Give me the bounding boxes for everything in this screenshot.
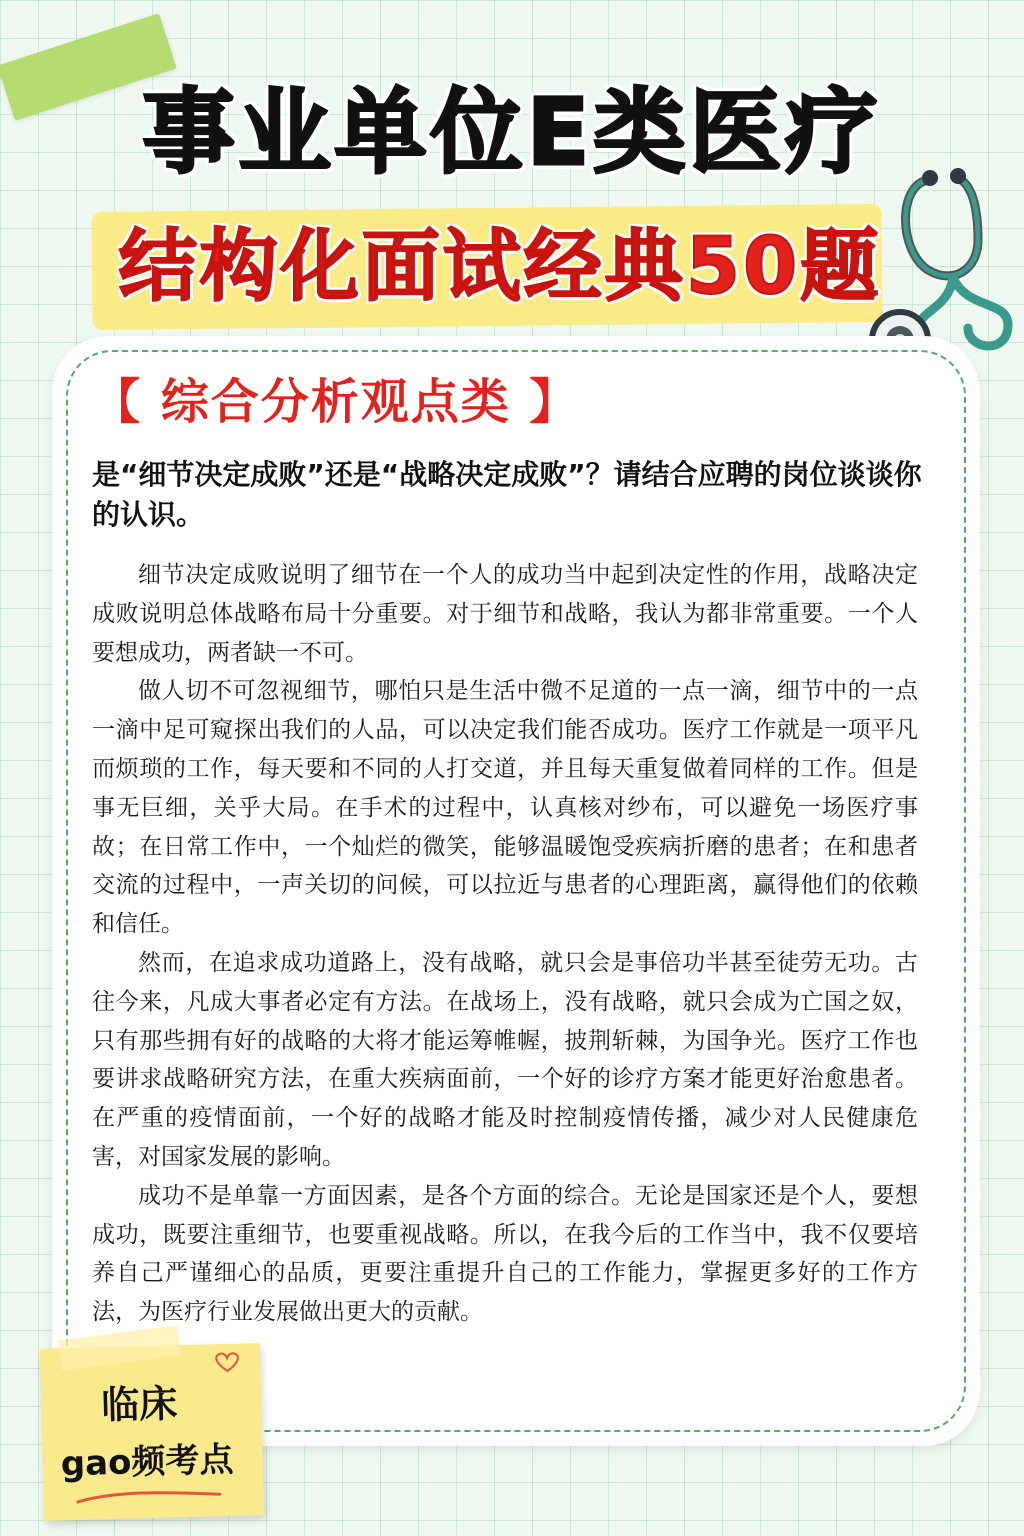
sticky-label-line1: 临床 — [100, 1381, 178, 1428]
page-title: 事业单位E类医疗 — [142, 79, 882, 186]
answer-paragraph: 做人切不可忽视细节，哪怕只是生活中微不足道的一点一滴，细节中的一点一滴中足可窥探出我们的人品，可以决定我们能否成功。医疗工作就是一项平凡而烦琐的工作，每天要和不同的人打交道，并且每天重复做着同样的工作。但是事无巨细，关乎大局。在手术的过程中，认真核对纱布，可以避免一场医疗事故；在日常工作中，一个灿烂的微笑，能够温暖饱受疾病折磨的患者；在和患者交流的过程中，一声关切的问候，可以拉近与患者的心理距离，赢得他们的依赖和信任。 — [92, 678, 918, 938]
answer-paragraph: 然而，在追求成功道路上，没有战略，就只会是事倍功半甚至徒劳无功。古往今来，凡成大事者必定有方法。在战场上，没有战略，就只会成为亡国之奴，只有那些拥有好的战略的大将才能运筹帷幄，披荆斩棘，为国争光。医疗工作也要讲求战略研究方法，在重大疾病面前，一个好的诊疗方案才能更好治愈患者。在严重的疫情面前，一个好的战略才能及时控制疫情传播，减少对人民健康危害，对国家发展的影响。 — [92, 949, 918, 1170]
underline-scribble — [73, 1484, 224, 1510]
heart-icon — [210, 1350, 245, 1375]
sticky-label-line2: gao频考点 — [60, 1439, 234, 1485]
page-subtitle: 结构化面试经典50题 — [118, 222, 882, 312]
interview-question: 是“细节决定成败”还是“战略决定成败”？请结合应聘的岗位谈谈你的认识。 — [92, 458, 922, 531]
answer-body — [92, 556, 918, 1332]
sticky-note — [40, 1343, 264, 1521]
section-title: 【 综合分析观点类 】 — [92, 374, 580, 430]
answer-paragraph: 细节决定成败说明了细节在一个人的成功当中起到决定性的作用，战略决定成败说明总体战略布局十分重要。对于细节和战略，我认为都非常重要。一个人要想成功，两者缺一不可。 — [92, 562, 918, 666]
answer-paragraph: 成功不是单靠一方面因素，是各个方面的综合。无论是国家还是个人，要想成功，既要注重细节，也要重视战略。所以，在我今后的工作当中，我不仅要培养自己严谨细心的品质，更要注重提升自己的工作能力，掌握更多好的工作方法，为医疗行业发展做出更大的贡献。 — [92, 1182, 918, 1326]
